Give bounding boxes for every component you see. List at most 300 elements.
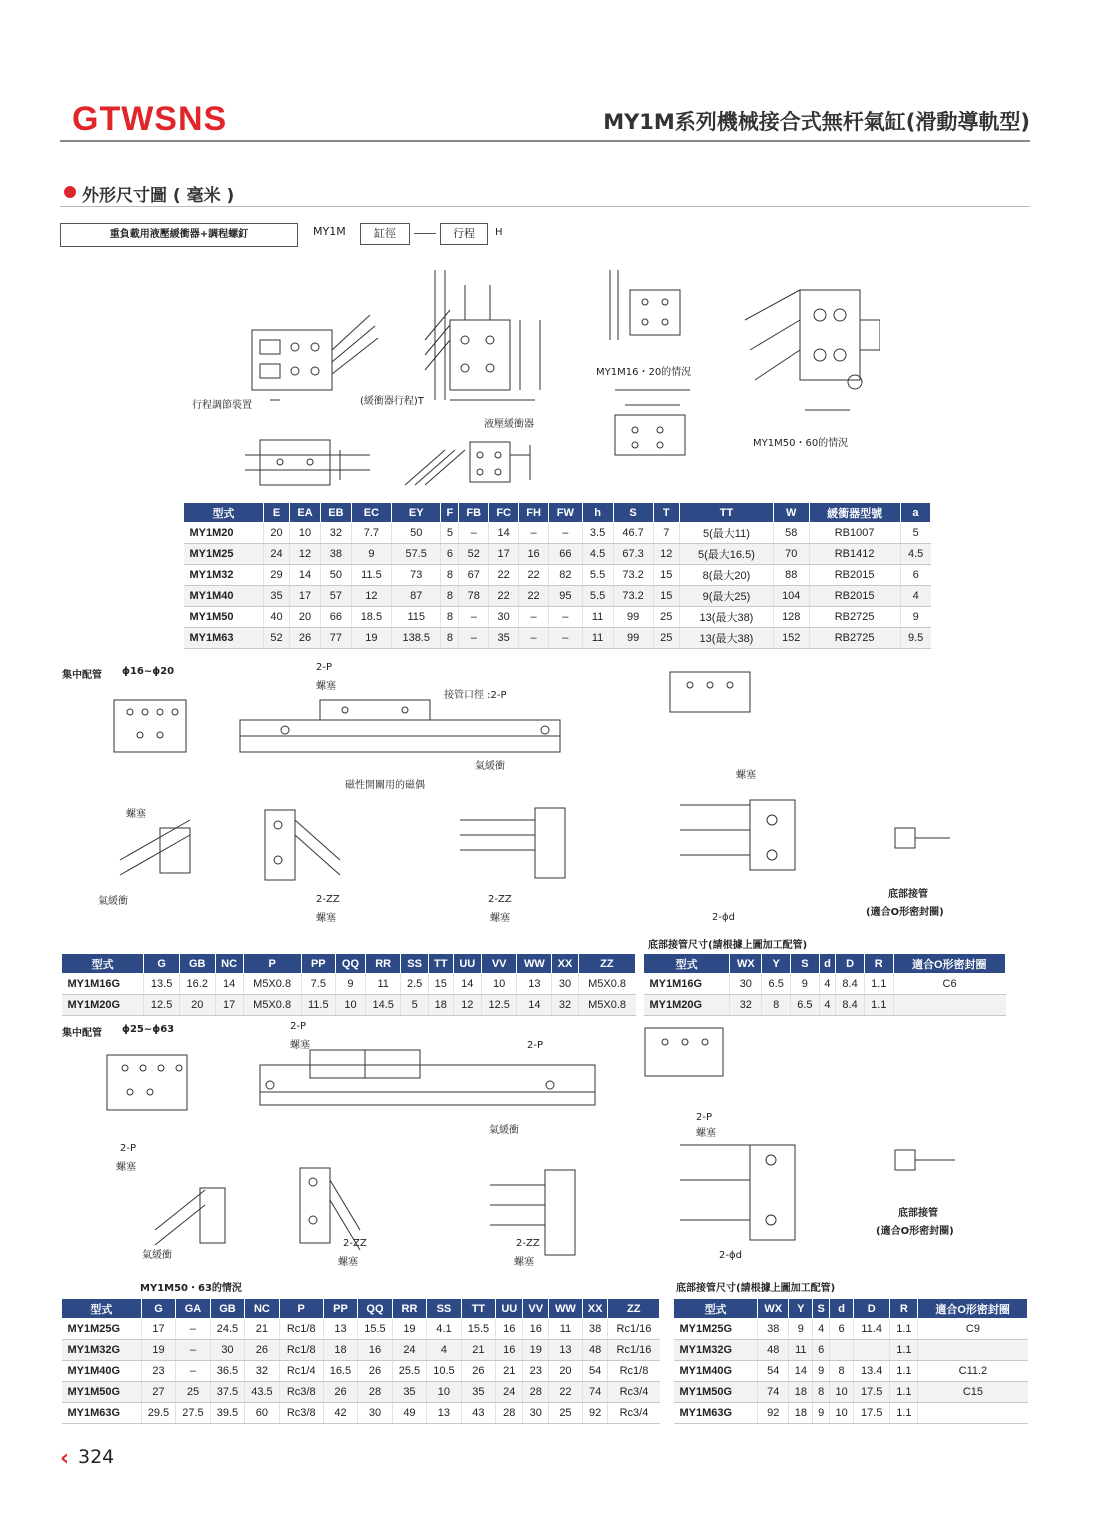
table-cell: 13 [323,1319,357,1340]
table-header-cell: NC [245,1299,279,1319]
table-cell: 4 [900,586,930,607]
table-cell: 152 [773,628,809,649]
table-cell: 4 [813,1319,830,1340]
table-cell: 27 [141,1382,175,1403]
table-cell: 4 [819,995,836,1016]
table-row [674,1361,1028,1382]
table-cell: 10 [290,523,321,544]
table-cell: 92 [758,1403,789,1424]
table-cell: 8 [813,1382,830,1403]
table-cell: 1.1 [864,995,893,1016]
table-row [62,1319,660,1340]
table-cell: 104 [773,586,809,607]
table-cell: 13(最大38) [679,628,773,649]
table-cell: 17 [489,544,519,565]
table-cell: 20 [179,995,215,1016]
spec-table-1 [183,502,931,649]
table-cell: 99 [613,607,653,628]
table-cell: MY1M25G [674,1319,758,1340]
table-header-cell: E [263,503,289,523]
page-number: 324 [78,1446,115,1468]
table-cell: 6 [900,565,930,586]
table-cell: 10 [830,1403,854,1424]
table-cell: 16 [519,544,549,565]
table-cell: 54 [582,1361,608,1382]
table-cell: 95 [549,586,583,607]
table-row [62,995,636,1016]
table-header-cell: S [791,954,820,974]
table-header-cell: G [141,1299,175,1319]
table-header-cell: GA [176,1299,210,1319]
table-header-cell: 型式 [674,1299,758,1319]
table-header-cell: GB [210,1299,244,1319]
table-cell: Rc1/16 [608,1340,660,1361]
table-cell: 11.5 [301,995,336,1016]
table-cell: 15 [653,565,679,586]
table-row [184,607,931,628]
table-header-cell: h [582,503,613,523]
table-cell: 7.5 [301,974,336,995]
page-arrow-icon: ‹ [60,1446,70,1471]
table-header-row [62,1299,660,1319]
label-2zz-a: 2-ZZ [316,894,340,905]
table-cell: 11 [549,1319,583,1340]
table-cell: 30 [523,1403,549,1424]
table-header-cell: ZZ [578,954,635,974]
table-cell: MY1M32G [62,1340,142,1361]
table-cell: – [519,607,549,628]
table-cell: 15.5 [358,1319,392,1340]
table-cell [853,1340,889,1361]
table-cell: 73 [391,565,440,586]
table-cell: 48 [582,1340,608,1361]
table-header-cell: WX [730,954,762,974]
table-cell: 19 [141,1340,175,1361]
table-header-cell: 型式 [62,1299,142,1319]
table-cell: 16 [496,1319,523,1340]
table-row [62,1340,660,1361]
table-cell: 12.5 [144,995,180,1016]
table-cell: 19 [351,628,391,649]
table-cell: RB2725 [809,607,900,628]
table-header-cell: 適合O形密封圈 [918,1299,1028,1319]
table-cell: Rc3/4 [608,1403,660,1424]
table-cell: 30 [552,974,579,995]
label-central-piping-1: 集中配管 [62,670,102,681]
stroke-box: 行程 [440,223,488,245]
page-title: MY1M系列機械接合式無杆氣缸(滑動導軌型) [603,110,1030,134]
table-cell: Rc1/8 [608,1361,660,1382]
table-cell: 16 [496,1340,523,1361]
table-cell: 7.7 [351,523,391,544]
table-cell: 24 [392,1340,426,1361]
table-cell: C11.2 [918,1361,1028,1382]
table-cell: 4.1 [427,1319,461,1340]
table-cell: – [549,607,583,628]
table-header-row [674,1299,1028,1319]
table-cell: 13.4 [853,1361,889,1382]
table-cell: 22 [549,1382,583,1403]
table-cell: Rc3/8 [279,1382,323,1403]
table-cell: M5X0.8 [243,974,301,995]
table-cell: 88 [773,565,809,586]
table-header-cell: PP [301,954,336,974]
table-cell: C15 [918,1382,1028,1403]
table-header-cell: WW [549,1299,583,1319]
table-cell: 5 [900,523,930,544]
table-header-cell: 型式 [644,954,730,974]
table-header-cell: ZZ [608,1299,660,1319]
option-suffix: H [495,227,503,238]
table-cell: 22 [489,565,519,586]
table-cell: 14 [290,565,321,586]
label-bottom-size-b: 底部接管尺寸(請根據上圖加工配管) [676,1283,836,1294]
table-cell: 8 [830,1361,854,1382]
table-header-cell: RR [392,1299,426,1319]
table-cell: 25 [653,628,679,649]
table-cell: 25.5 [392,1361,426,1382]
table-cell: Rc1/16 [608,1319,660,1340]
table-header-cell: 適合O形密封圈 [893,954,1005,974]
table-cell: 2.5 [401,974,428,995]
table-cell [830,1340,854,1361]
table-cell: 15.5 [461,1319,495,1340]
table-cell: RB1007 [809,523,900,544]
table-cell: 1.1 [890,1319,918,1340]
label-air-cushion-d: 氣緩衝 [142,1250,172,1261]
table-cell: MY1M63G [674,1403,758,1424]
table-cell: 16 [358,1340,392,1361]
spec-table-4 [61,1298,660,1424]
table-header-cell: FC [489,503,519,523]
piping-drawings-1 [100,660,1000,940]
table-row [674,1319,1028,1340]
header-divider [60,140,1030,142]
table-cell: MY1M50G [62,1382,142,1403]
table-cell: 74 [758,1382,789,1403]
table-header-cell: a [900,503,930,523]
table-header-cell: EB [320,503,351,523]
label-bottom-piping-b: 底部接管 [898,1208,938,1219]
section-title: 外形尺寸圖 ( 毫米 ) [82,186,235,206]
table-cell: 5.5 [582,565,613,586]
table-header-cell: EY [391,503,440,523]
label-case-16-20: MY1M16・20的情況 [596,367,692,378]
table-cell: 14 [453,974,481,995]
table-cell: 1.1 [890,1361,918,1382]
table-cell: 13 [517,974,552,995]
table-cell: 9 [900,607,930,628]
table-cell: 7 [653,523,679,544]
table-cell: 9 [813,1361,830,1382]
table-header-cell: TT [461,1299,495,1319]
table-cell: 32 [552,995,579,1016]
table-cell: 57 [320,586,351,607]
label-air-cushion-b: 氣緩衝 [98,896,128,907]
table-cell: 9.5 [900,628,930,649]
table-cell: 5(最大16.5) [679,544,773,565]
table-cell: 12 [290,544,321,565]
table-cell: 20 [290,607,321,628]
spec-table-2 [61,953,636,1016]
table-cell: 11.5 [351,565,391,586]
table-cell: MY1M32G [674,1340,758,1361]
table-cell: 11 [365,974,401,995]
table-cell: MY1M20G [62,995,144,1016]
table-cell: 22 [519,586,549,607]
table-cell: MY1M16G [62,974,144,995]
table-cell: 50 [320,565,351,586]
table-cell: – [519,628,549,649]
table-cell: 138.5 [391,628,440,649]
table-cell: 52 [459,544,489,565]
table-cell: MY1M40G [62,1361,142,1382]
label-absorber-stroke: (緩衝器行程)T [360,396,424,407]
table-cell: Rc3/8 [279,1403,323,1424]
table-cell: 27.5 [176,1403,210,1424]
table-row [674,1382,1028,1403]
table-cell: 14.5 [365,995,401,1016]
table-cell: 30 [730,974,762,995]
table-cell: 66 [320,607,351,628]
table-header-cell: RR [365,954,401,974]
table-header-cell: 型式 [184,503,264,523]
table-cell: 8 [762,995,791,1016]
table-cell: 12 [453,995,481,1016]
table-header-cell: 型式 [62,954,144,974]
table-cell: MY1M63G [62,1403,142,1424]
table-cell: 16.2 [179,974,215,995]
table-cell: 99 [613,628,653,649]
table-header-cell: F [441,503,459,523]
table-row [184,628,931,649]
table-cell: Rc1/8 [279,1319,323,1340]
upper-drawings [240,250,880,500]
table-header-cell: FW [549,503,583,523]
table-cell: 32 [730,995,762,1016]
table-cell: 36.5 [210,1361,244,1382]
table-cell: RB2725 [809,628,900,649]
table-cell: 6.5 [791,995,820,1016]
table-cell: 17 [215,995,243,1016]
table-header-cell: EA [290,503,321,523]
table-cell: 82 [549,565,583,586]
table-cell: 67.3 [613,544,653,565]
table-cell: 32 [320,523,351,544]
table-cell: MY1M20G [644,995,730,1016]
table-header-cell: Y [789,1299,813,1319]
label-2zz-c: 2-ZZ [343,1238,367,1249]
table-header-cell: GB [179,954,215,974]
table-cell: 60 [245,1403,279,1424]
table-cell: 50 [391,523,440,544]
table-cell: 30 [210,1340,244,1361]
brand-logo: GTWSNS [72,100,228,138]
table-cell: 49 [392,1403,426,1424]
table-cell: 11 [582,628,613,649]
label-air-cushion-a: 氣緩衝 [475,761,505,772]
table-cell: 6.5 [762,974,791,995]
table-cell: 28 [496,1403,523,1424]
table-cell: 57.5 [391,544,440,565]
table-cell: 28 [523,1382,549,1403]
table-cell: 23 [523,1361,549,1382]
table-cell: 14 [489,523,519,544]
table-header-cell: SS [401,954,428,974]
section-divider [60,206,1030,207]
table-header-cell: NC [215,954,243,974]
table-cell: 42 [323,1403,357,1424]
table-header-cell: WX [758,1299,789,1319]
table-cell: 19 [523,1340,549,1361]
table-cell: 25 [549,1403,583,1424]
table-cell: MY1M16G [644,974,730,995]
table-cell: C6 [893,974,1005,995]
table-header-row [644,954,1006,974]
table-cell: MY1M50G [674,1382,758,1403]
table-cell: 77 [320,628,351,649]
table-header-cell: 緩衝器型號 [809,503,900,523]
table-cell: 12 [653,544,679,565]
table-header-cell: PP [323,1299,357,1319]
table-cell: 1.1 [890,1382,918,1403]
table-cell: 6 [830,1319,854,1340]
table-cell: 87 [391,586,440,607]
table-row [184,586,931,607]
table-cell: 16 [523,1319,549,1340]
table-row [184,544,931,565]
table-header-cell: VV [523,1299,549,1319]
table-cell: 38 [582,1319,608,1340]
table-header-cell: R [864,954,893,974]
table-header-cell: S [813,1299,830,1319]
table-header-cell: QQ [358,1299,392,1319]
table-cell: 1.1 [890,1340,918,1361]
label-plug-i: 螺塞 [514,1257,534,1268]
table-header-cell: T [653,503,679,523]
table-cell: 24 [496,1382,523,1403]
table-cell: 26 [245,1340,279,1361]
table-row [62,974,636,995]
label-2p-e: 2-P [696,1112,713,1123]
label-range-2: ϕ25~ϕ63 [122,1024,175,1035]
table-row [62,1382,660,1403]
table-header-cell: W [773,503,809,523]
table-cell: 52 [263,628,289,649]
label-range-1: ϕ16~ϕ20 [122,666,175,677]
table-cell: – [176,1319,210,1340]
table-cell: 8 [441,586,459,607]
table-cell: 128 [773,607,809,628]
table-header-cell: P [279,1299,323,1319]
table-row [674,1403,1028,1424]
table-cell: 48 [758,1340,789,1361]
table-cell: 10 [427,1382,461,1403]
table-cell: MY1M40G [674,1361,758,1382]
spec-table-5 [673,1298,1028,1424]
label-plug-d: 螺塞 [490,913,510,924]
table-cell: 11 [582,607,613,628]
table-cell: 15 [428,974,453,995]
table-cell: 43 [461,1403,495,1424]
table-cell: 35 [461,1382,495,1403]
label-oring-b: (適合O形密封圈) [876,1226,954,1237]
table-cell: 15 [653,586,679,607]
label-2p-b: 2-P [290,1021,307,1032]
table-cell: 18 [428,995,453,1016]
table-cell: 32 [245,1361,279,1382]
table-header-cell: D [836,954,865,974]
table-cell: 8 [441,565,459,586]
table-header-cell: R [890,1299,918,1319]
table-cell: 9 [791,974,820,995]
table-cell [893,995,1005,1016]
table-cell: 70 [773,544,809,565]
table-cell: RB1412 [809,544,900,565]
table-cell: 16.5 [323,1361,357,1382]
table-cell: 25 [653,607,679,628]
option-label: 重負載用液壓緩衝器+調程螺釘 [60,223,298,247]
table-cell: 4 [819,974,836,995]
label-port-size: 接管口徑 :2-P [444,690,507,701]
table-header-cell: UU [496,1299,523,1319]
label-2phid-a: 2-ϕd [712,912,735,923]
table-cell: Rc1/4 [279,1361,323,1382]
table-header-cell: TT [679,503,773,523]
table-cell: 8.4 [836,995,865,1016]
table-header-cell: VV [481,954,517,974]
table-cell: 8.4 [836,974,865,995]
table-cell: RB2015 [809,565,900,586]
table-cell: 74 [582,1382,608,1403]
table-cell: 21 [245,1319,279,1340]
table-cell: 5 [401,995,428,1016]
table-cell: 9 [336,974,366,995]
label-magnet: 磁性開關用的磁偶 [345,780,425,791]
table-header-cell: QQ [336,954,366,974]
table-cell: 40 [263,607,289,628]
table-cell: – [459,628,489,649]
label-2p-a: 2-P [316,662,333,673]
table-cell: 23 [141,1361,175,1382]
piping-drawings-2 [95,1020,995,1290]
label-oring-a: (適合O形密封圈) [866,907,944,918]
label-plug-g: 螺塞 [116,1162,136,1173]
table-cell: 10.5 [427,1361,461,1382]
table-cell: MY1M32 [184,565,264,586]
table-cell: 21 [496,1361,523,1382]
table-cell: 6 [441,544,459,565]
label-plug-b: 螺塞 [126,809,146,820]
table-cell: 8 [441,628,459,649]
table-cell: 14 [517,995,552,1016]
label-2zz-b: 2-ZZ [488,894,512,905]
table-cell: 9(最大25) [679,586,773,607]
table-row [644,974,1006,995]
table-cell: 22 [519,565,549,586]
table-header-cell: d [830,1299,854,1319]
table-cell: 35 [392,1382,426,1403]
table-cell: 10 [481,974,517,995]
table-header-cell: Y [762,954,791,974]
table-cell: 26 [358,1361,392,1382]
bore-box: 缸徑 [360,223,410,245]
table-cell: 66 [549,544,583,565]
table-header-cell: FH [519,503,549,523]
table-cell: M5X0.8 [243,995,301,1016]
label-plug-e: 螺塞 [736,770,756,781]
table-header-cell: WW [517,954,552,974]
